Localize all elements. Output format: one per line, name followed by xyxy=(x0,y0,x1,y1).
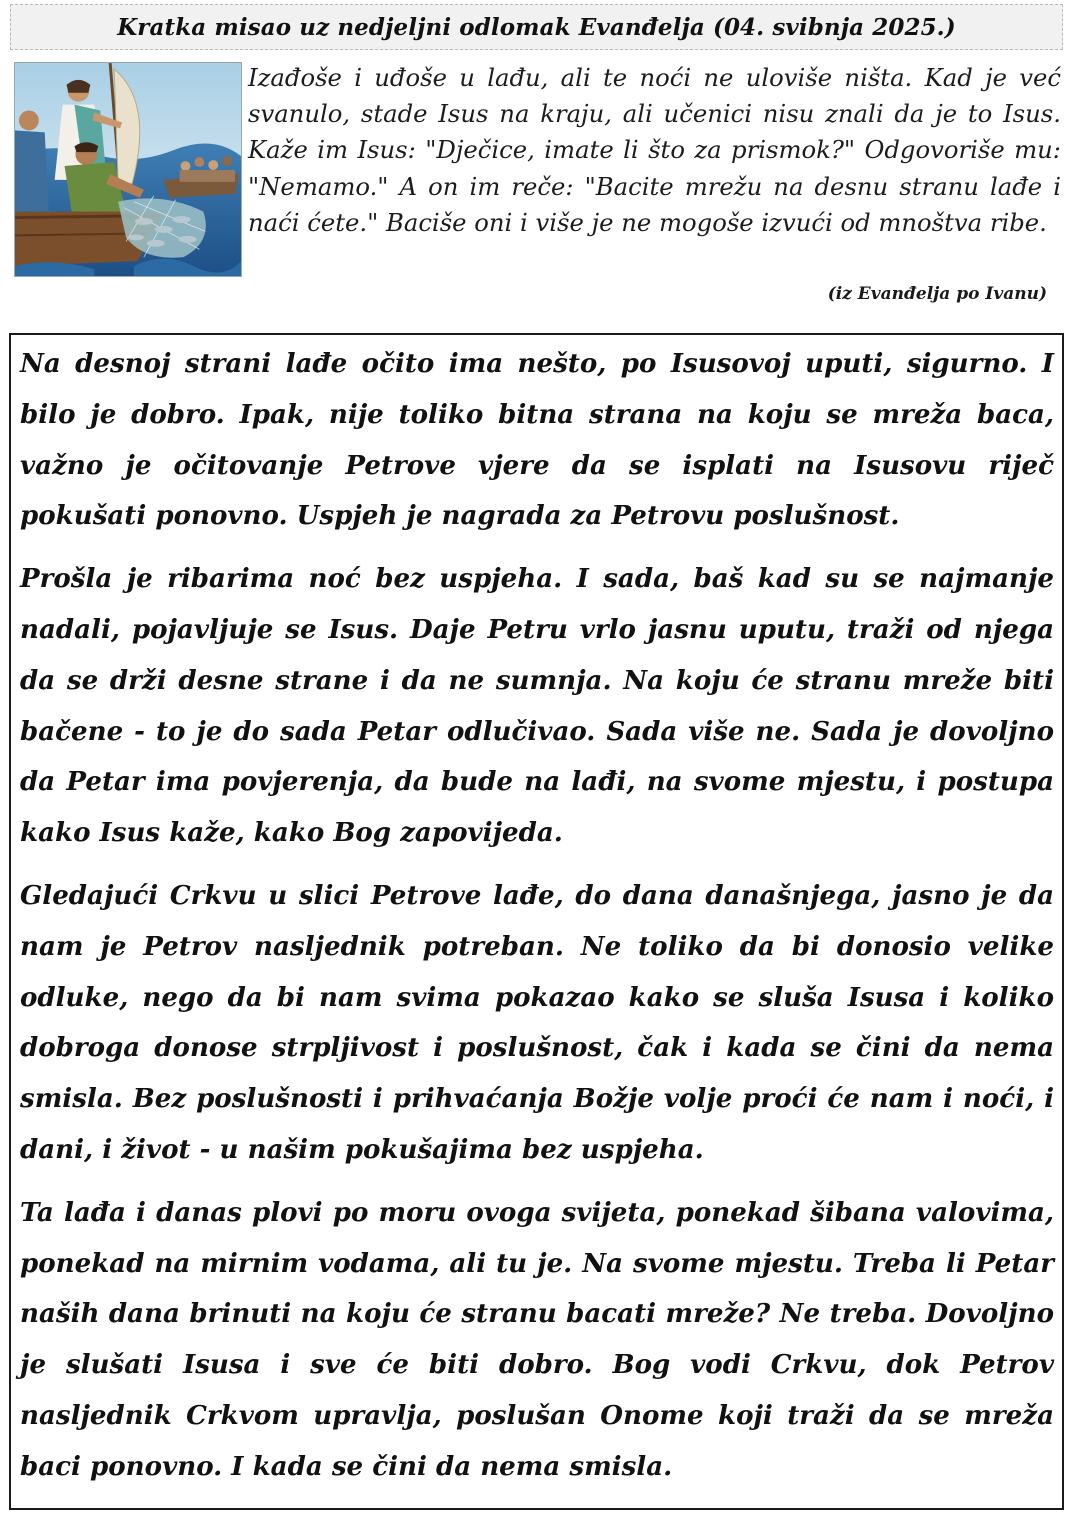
page-title-bar xyxy=(10,4,1063,50)
reflection-paragraph: Ta lađa i danas plovi po moru ovoga svijeta, ponekad šibana valovima, ponekad na mirnim vodama, ali tu je. Na svome mjestu. Treba li Petar naših dana brinuti na koju će stranu bacati mreže? Ne treba. Dovoljno je slušati Isusa i sve će biti dobro. Bog vodi Crkvu, dok Petrov nasljednik Crkvom upravlja, poslušan Onome koji traži da se mreža baci ponovno. I kada se čini da nema smisla. xyxy=(20,1196,1054,1482)
reflection-box xyxy=(9,333,1064,1510)
reflection-paragraph: Prošla je ribarima noć bez uspjeha. I sada, baš kad su se najmanje nadali, pojavljuje se Isus. Daje Petru vrlo jasnu uputu, traži od njega da se drži desne strane i da ne sumnja. Na koju će stranu mreže biti bačene - to je do sada Petar odlučivao. Sada više ne. Sada je dovoljno da Petar ima povjerenja, da bude na lađi, na svome mjestu, i postupa kako Isus kaže, kako Bog zapovijeda. xyxy=(20,563,1054,849)
gospel-source: (iz Evanđelja po Ivanu) xyxy=(827,284,1047,304)
reflection-paragraph: Na desnoj strani lađe očito ima nešto, po Isusovoj uputi, sigurno. I bilo je dobro. Ipak, nije toliko bitna strana na koju se mreža baca, važno je očitovanje Petrove vjere da se isplati na Isusovu riječ pokušati ponovno. Uspjeh je nagrada za Petrovu poslušnost. xyxy=(20,348,1054,532)
fishermen-illustration-svg xyxy=(15,63,241,276)
reflection-paragraph: Gledajući Crkvu u slici Petrove lađe, do dana današnjega, jasno je da nam je Petrov nasljednik potreban. Ne toliko da bi donosio velike odluke, nego da bi nam svima pokazao kako se sluša Isusa i koliko dobroga donose strpljivost i poslušnost, čak i kada se čini da nema smisla. Bez poslušnosti i prihvaćanja Božje volje proći će nam i noći, i dani, i život - u našim pokušajima bez uspjeha. xyxy=(20,879,1054,1165)
fishermen-net-illustration xyxy=(14,62,242,277)
gospel-quote: Izađoše i uđoše u lađu, ali te noći ne uloviše ništa. Kad je već svanulo, stade Isus na kraju, ali učenici nisu znali da je to Isus. Kaže im Isus: "Dječice, imate li što za prismok?" Odgovoriše mu: "Nemamo." A on im reče: "Bacite mrežu na desnu stranu lađe i naći ćete." Baciše oni i više je ne mogoše izvući od mnoštva ribe. xyxy=(248,63,1061,237)
page-title: Kratka misao uz nedjeljni odlomak Evanđelja (04. svibnja 2025.) xyxy=(117,13,956,41)
